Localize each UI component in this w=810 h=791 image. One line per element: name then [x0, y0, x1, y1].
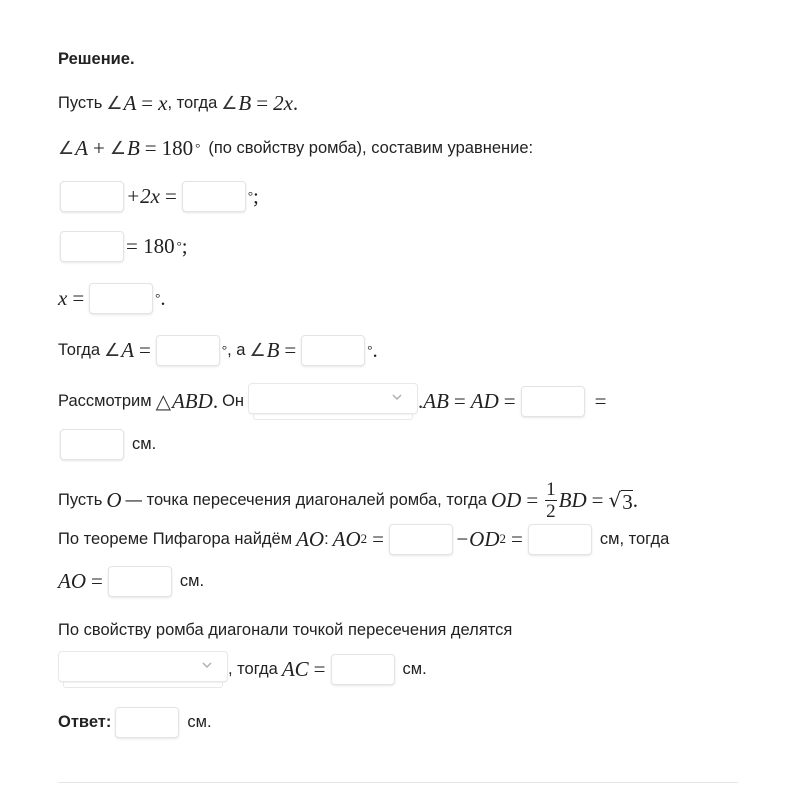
semicolon: ; [253, 183, 259, 208]
period: . [292, 90, 299, 115]
var-x: x [58, 285, 68, 310]
period: . [212, 388, 219, 413]
input-side-value[interactable] [60, 429, 124, 460]
period: . [418, 388, 424, 413]
equals: = [91, 568, 103, 593]
input-sum-value[interactable] [182, 181, 246, 212]
equals: = [144, 135, 157, 160]
text-let: Пусть [58, 490, 103, 509]
period: . [372, 337, 378, 362]
segment-od: OD [490, 487, 522, 512]
period: . [160, 285, 166, 310]
solution-heading-row [58, 42, 135, 76]
sqrt-argument: 3 [622, 489, 633, 514]
segment-ao: AO [58, 568, 86, 593]
line-side-value [58, 427, 156, 461]
segment-ad: AD [470, 388, 499, 413]
line-let-angles [58, 86, 298, 120]
text-he: Он [222, 391, 245, 410]
equals: = [503, 388, 516, 413]
triangle-icon: △ [155, 389, 171, 413]
degree-symbol: ° [247, 188, 254, 203]
triangle-type-select-wrap [248, 383, 418, 419]
fraction-one-half [545, 480, 557, 521]
equals: = [594, 388, 607, 413]
text-then: , тогда [167, 93, 218, 112]
answer-input[interactable] [115, 707, 179, 738]
text-rhombus-property: (по свойству ромба), составим уравнение: [208, 138, 534, 157]
degree-symbol: ° [195, 140, 201, 155]
line-od [58, 478, 638, 522]
fraction-numerator: 1 [546, 478, 556, 500]
equals: = [72, 285, 85, 310]
expr-2x: 2x [273, 90, 293, 115]
line-diagonal-property [58, 613, 512, 647]
diagonal-division-select[interactable] [58, 651, 228, 682]
equals: = [526, 487, 539, 512]
value-180: 180 [161, 135, 194, 160]
input-angle-b[interactable] [301, 335, 365, 366]
exponent-2: 2 [499, 531, 507, 546]
equals: = [313, 656, 326, 681]
exponent-2: 2 [360, 531, 368, 546]
unit-cm: см. [187, 712, 212, 731]
angle-symbol: ∠ [104, 339, 121, 361]
input-ao[interactable] [108, 566, 172, 597]
line-x-value [58, 281, 166, 315]
sqrt-expression [609, 488, 633, 513]
colon: : [324, 529, 329, 548]
unit-cm: см. [179, 571, 205, 590]
equals: = [165, 183, 177, 208]
input-simplified-expr[interactable] [60, 231, 124, 262]
line-ao-value [58, 564, 204, 598]
text-cm-then: см, тогда [599, 529, 670, 548]
segment-ao: AO [296, 526, 325, 551]
line-equation [58, 179, 259, 213]
text-and: , а [227, 340, 246, 359]
input-hypotenuse-squared[interactable] [389, 524, 453, 555]
fraction-denominator: 2 [546, 500, 556, 522]
triangle-name: ABD [171, 388, 213, 413]
input-angle-a[interactable] [156, 335, 220, 366]
var-a: A [123, 90, 137, 115]
chevron-down-icon [391, 391, 403, 403]
line-triangle-abd [58, 384, 611, 418]
text-let: Пусть [58, 93, 103, 112]
text-consider: Рассмотрим [58, 391, 152, 410]
text-then: , тогда [228, 659, 278, 678]
expr-minus-od: −OD [455, 526, 500, 551]
text-pythagoras: По теореме Пифагора найдём [58, 529, 293, 548]
answer-row [58, 705, 212, 739]
equals: = [139, 337, 151, 362]
unit-cm: см. [132, 434, 157, 453]
input-side-expr[interactable] [521, 386, 585, 417]
segment-ab: AB [423, 388, 449, 413]
angle-symbol: ∠ [58, 137, 75, 159]
angle-symbol: ∠ [106, 92, 123, 114]
diagonal-division-select-wrap [58, 651, 228, 687]
degree-symbol: ° [221, 342, 228, 357]
equals: = [453, 388, 466, 413]
var-a: A [121, 337, 135, 362]
plus: + [92, 135, 105, 160]
var-a: A [75, 135, 88, 160]
var-b: B [126, 135, 140, 160]
equals: = [511, 526, 523, 551]
equals: = [256, 90, 269, 115]
line-simplified [58, 229, 188, 263]
degree-symbol: ° [367, 342, 373, 357]
equals: = [372, 526, 384, 551]
solution-heading: Решение. [58, 49, 135, 68]
select-dropdown-edge [63, 682, 223, 688]
var-b: B [238, 90, 252, 115]
text-diagonal-property: По свойству ромба диагонали точкой пересечения делятся [58, 620, 513, 639]
expr-plus-2x: +2x [126, 183, 160, 208]
input-x-value[interactable] [89, 283, 153, 314]
sqrt-icon: √ [608, 487, 622, 512]
equals: = [141, 90, 154, 115]
period: . [632, 487, 639, 512]
line-ac [58, 652, 427, 686]
chevron-down-icon [201, 659, 213, 671]
point-o: O [106, 487, 122, 512]
text-then: Тогда [58, 340, 101, 359]
angle-symbol: ∠ [221, 92, 238, 114]
select-dropdown-edge [253, 414, 413, 420]
input-ac[interactable] [331, 654, 395, 685]
input-angle-a-expr[interactable] [60, 181, 124, 212]
line-pythagoras [58, 522, 669, 556]
answer-label: Ответ: [58, 712, 112, 731]
degree-symbol: ° [155, 290, 161, 305]
semicolon: ; [181, 233, 188, 258]
line-angle-sum [58, 131, 533, 165]
var-b: B [266, 337, 280, 362]
segment-ao: AO [332, 526, 361, 551]
equals: = [591, 487, 604, 512]
input-ao-squared[interactable] [528, 524, 592, 555]
var-x: x [158, 90, 168, 115]
unit-cm: см. [402, 659, 427, 678]
angle-symbol: ∠ [109, 137, 126, 159]
segment-ac: AC [281, 656, 309, 681]
degree-symbol: ° [176, 238, 182, 253]
line-angle-values [58, 333, 378, 367]
angle-symbol: ∠ [249, 339, 266, 361]
section-divider [58, 782, 738, 783]
segment-bd: BD [558, 487, 587, 512]
triangle-type-select[interactable] [248, 383, 418, 414]
text-diagonal-intersection: — точка пересечения диагоналей ромба, тогда [125, 490, 487, 509]
equals: = [284, 337, 297, 362]
expr-equals-180: = 180 [126, 233, 175, 258]
